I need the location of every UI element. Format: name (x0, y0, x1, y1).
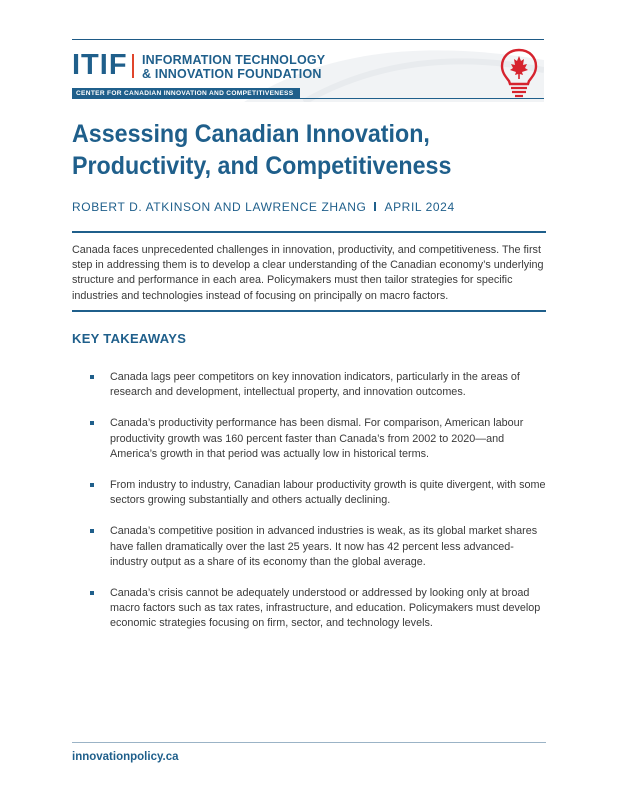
bullet-icon (90, 421, 94, 425)
footer-rule (72, 742, 546, 743)
bullet-icon (90, 529, 94, 533)
abstract-top-rule (72, 231, 546, 233)
abstract-bottom-rule (72, 310, 546, 312)
title-line-2: Productivity, and Competitiveness (72, 152, 452, 180)
bullet-icon (90, 483, 94, 487)
bullet-icon (90, 375, 94, 379)
takeaway-text: From industry to industry, Canadian labour productivity growth is quite divergent, with some sectors growing substantially and others actually declining. (110, 479, 546, 507)
key-takeaways-list (88, 370, 548, 632)
list-item (88, 370, 548, 400)
takeaway-text: Canada’s productivity performance has been dismal. For comparison, American labour productivity growth was 160 percent faster than Canada’s from 2002 to 2020—and America’s growth in that period was actually low in historical terms. (110, 417, 524, 460)
takeaway-text: Canada’s crisis cannot be adequately understood or addressed by looking only at broad macro factors such as tax rates, infrastructure, and education. Policymakers must develop economic strategies focusing on firm, sector, and technology levels. (110, 587, 541, 630)
itif-logo: ITIF (72, 49, 128, 81)
logo-divider (132, 54, 134, 78)
byline (72, 200, 455, 214)
list-item (88, 586, 548, 632)
publication-date: APRIL 2024 (384, 200, 455, 214)
byline-separator (374, 202, 376, 211)
title-line-1: Assessing Canadian Innovation, (72, 120, 430, 148)
abstract: Canada faces unprecedented challenges in innovation, productivity, and competitiveness. The first step in addressing them is to develop a clear understanding of the Canadian economy’s underlying structure and performance in each area. Policymakers must then tailor strategies for specific industries and technologies instead of focusing on principally on macro factors. (72, 244, 544, 302)
list-item (88, 416, 548, 462)
org-name-line1: INFORMATION TECHNOLOGY (142, 53, 326, 67)
organization-name (142, 53, 325, 81)
takeaway-text: Canada lags peer competitors on key innovation indicators, particularly in the areas of research and development, intellectual property, and innovation outcomes. (110, 371, 520, 399)
lightbulb-maple-leaf-icon (494, 46, 544, 98)
footer-website-link[interactable]: innovationpolicy.ca (72, 751, 179, 763)
header (72, 40, 544, 102)
list-item (88, 524, 548, 570)
center-name-bar: CENTER FOR CANADIAN INNOVATION AND COMPETITIVENESS (72, 88, 300, 99)
list-item (88, 478, 548, 508)
bullet-icon (90, 591, 94, 595)
page-title (72, 118, 511, 182)
key-takeaways-title: KEY TAKEAWAYS (72, 331, 187, 346)
takeaway-text: Canada’s competitive position in advanced industries is weak, as its global market shares have fallen dramatically over the last 25 years. It now has 42 percent less advanced-industry output as a share of its economy than the global average. (110, 525, 538, 568)
center-rule (300, 98, 544, 99)
org-name-line2: & INNOVATION FOUNDATION (142, 67, 322, 81)
authors: ROBERT D. ATKINSON AND LAWRENCE ZHANG (72, 200, 367, 214)
